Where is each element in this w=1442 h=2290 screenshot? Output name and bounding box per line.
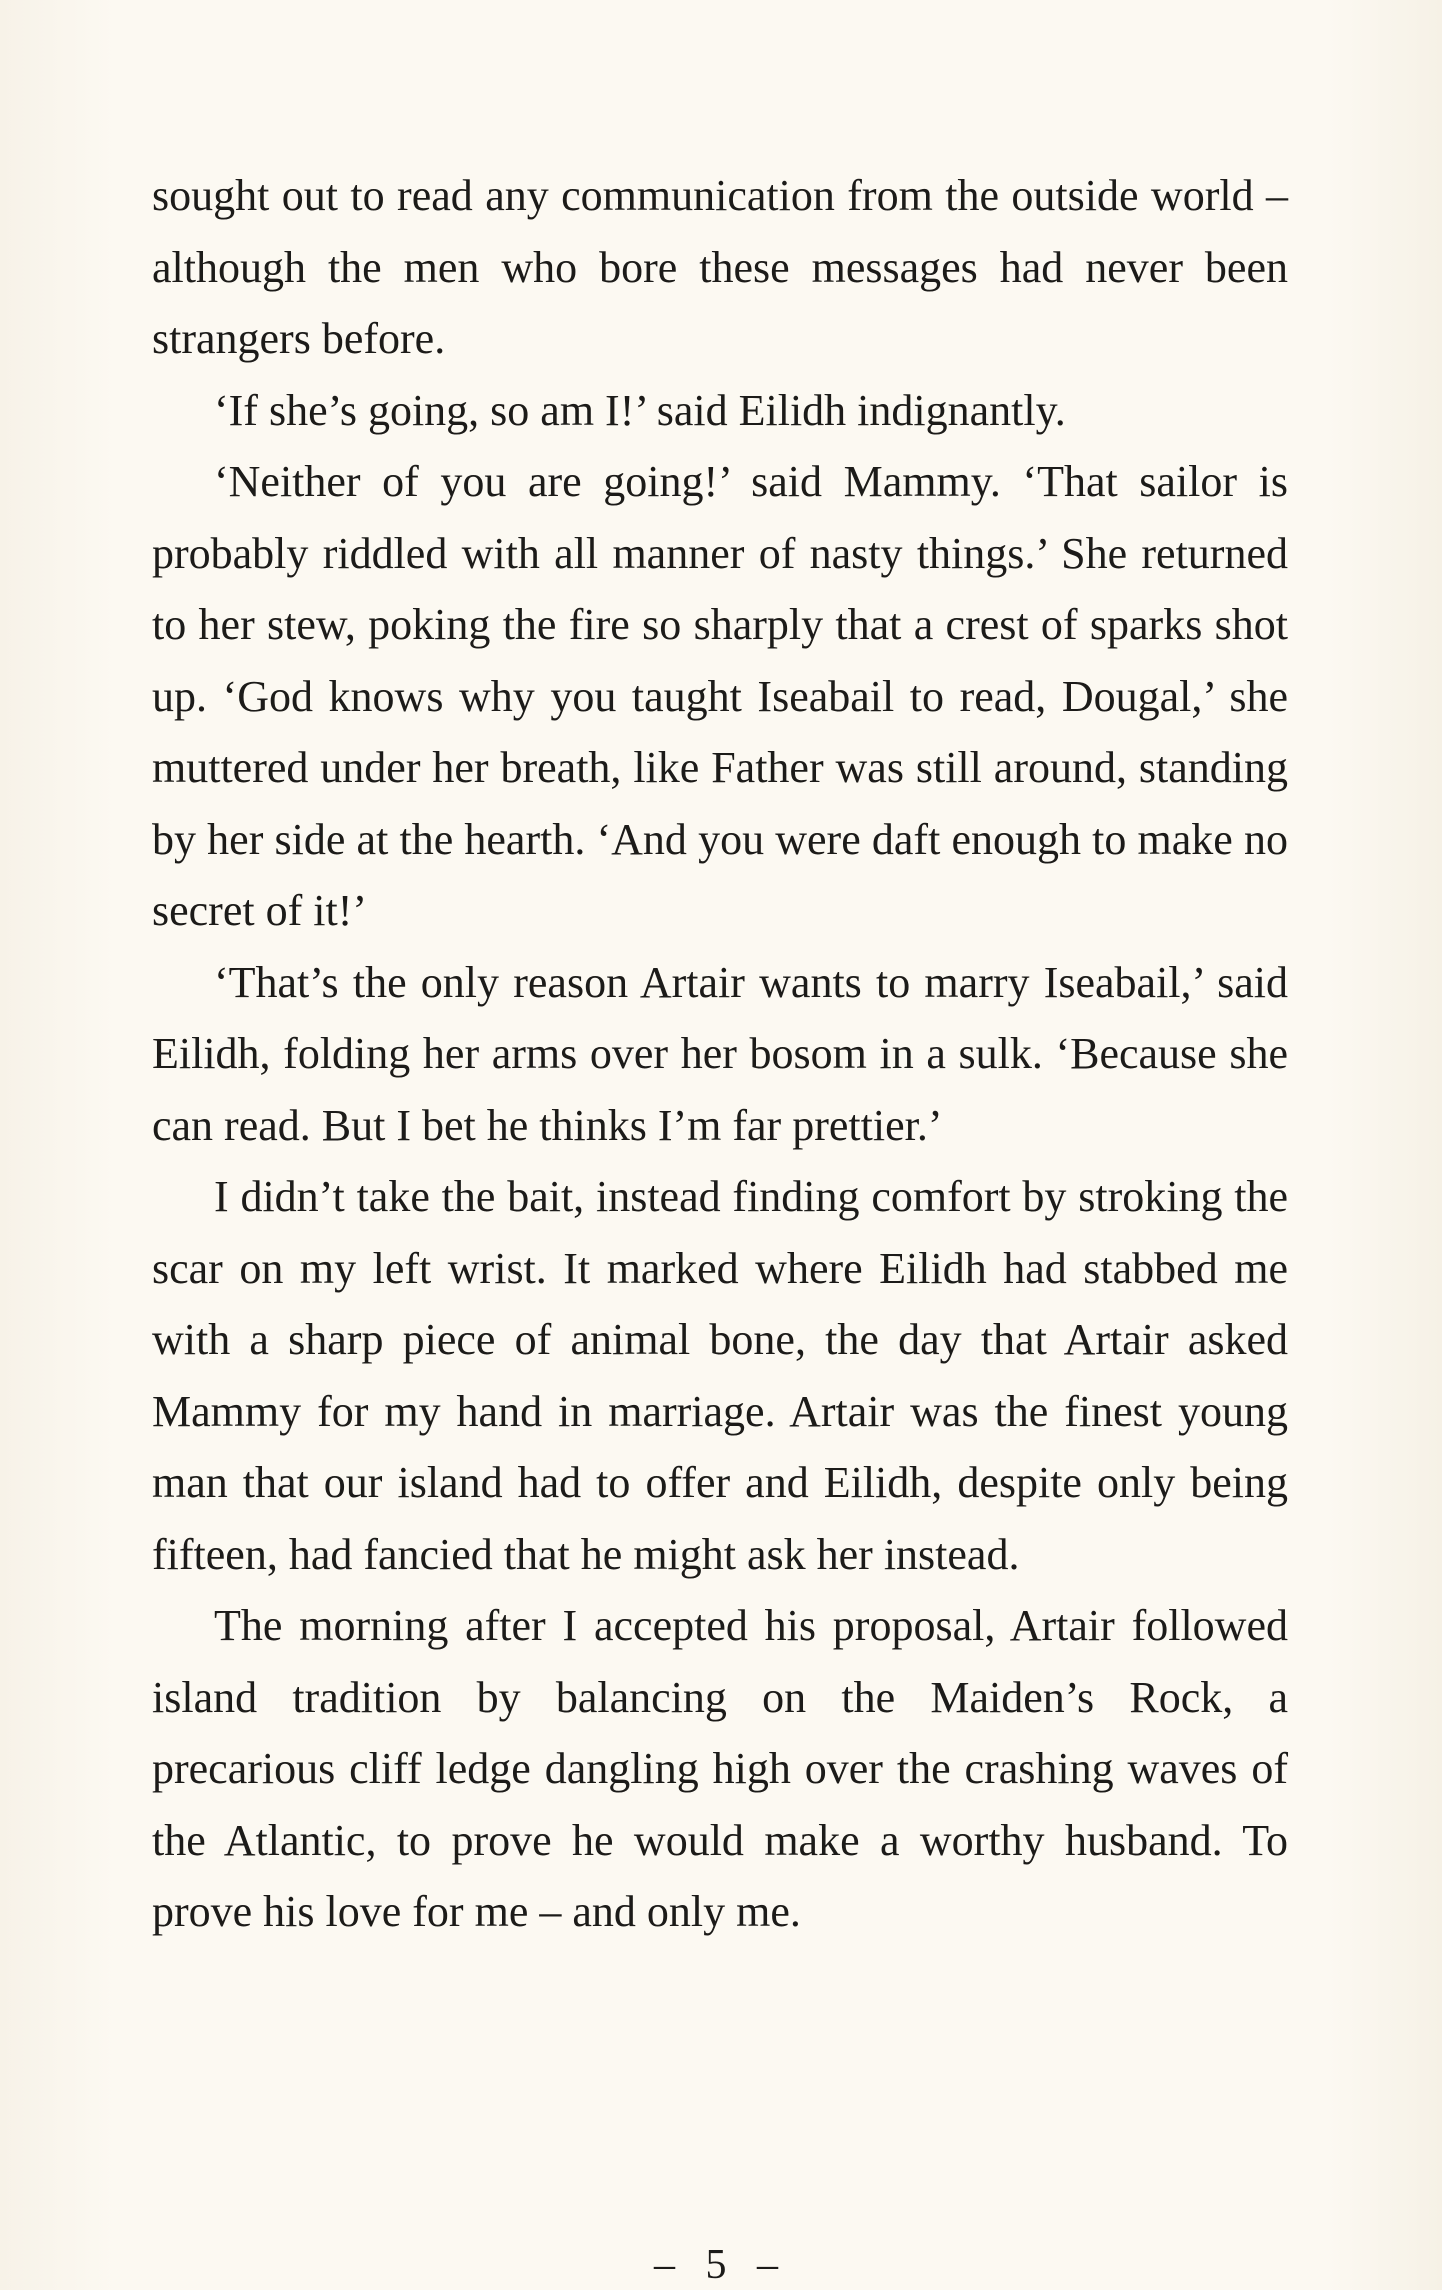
body-text [152,160,1288,1948]
page-number: – 5 – [654,2242,788,2288]
paragraph: ‘That’s the only reason Artair wants to marry Iseabail,’ said Eilidh, folding her arms over her bosom in a sulk. ‘Because she can read. But I bet he thinks I’m far prettier.’ [152,957,1288,1150]
paragraph: ‘If she’s going, so am I!’ said Eilidh indignantly. [214,385,1066,435]
paragraph: The morning after I accepted his proposal, Artair followed island tradition by balancing on the Maiden’s Rock, a precarious cliff ledge dangling high over the crashing waves of the Atlantic, to prove he would make a worthy husband. To prove his love for me – and only me. [152,1601,1288,1936]
paragraph: I didn’t take the bait, instead finding comfort by stroking the scar on my left wrist. It marked where Eilidh had stabbed me with a sharp piece of animal bone, the day that Artair asked Mammy for my hand in marriage. Artair was the finest young man that our island had to offer and Eilidh, despite only being fifteen, had fancied that he might ask her instead. [152,1172,1288,1579]
paragraph: ‘Neither of you are going!’ said Mammy. ‘That sailor is probably riddled with all manner of nasty things.’ She returned to her stew, poking the fire so sharply that a crest of sparks shot up. ‘God knows why you taught Iseabail to read, Dougal,’ she muttered under her breath, like Father was still around, standing by her side at the hearth. ‘And you were daft enough to make no secret of it!’ [152,457,1288,935]
paragraph: sought out to read any communication from the outside world – although the men who bore these messages had never been strangers before. [152,171,1288,363]
